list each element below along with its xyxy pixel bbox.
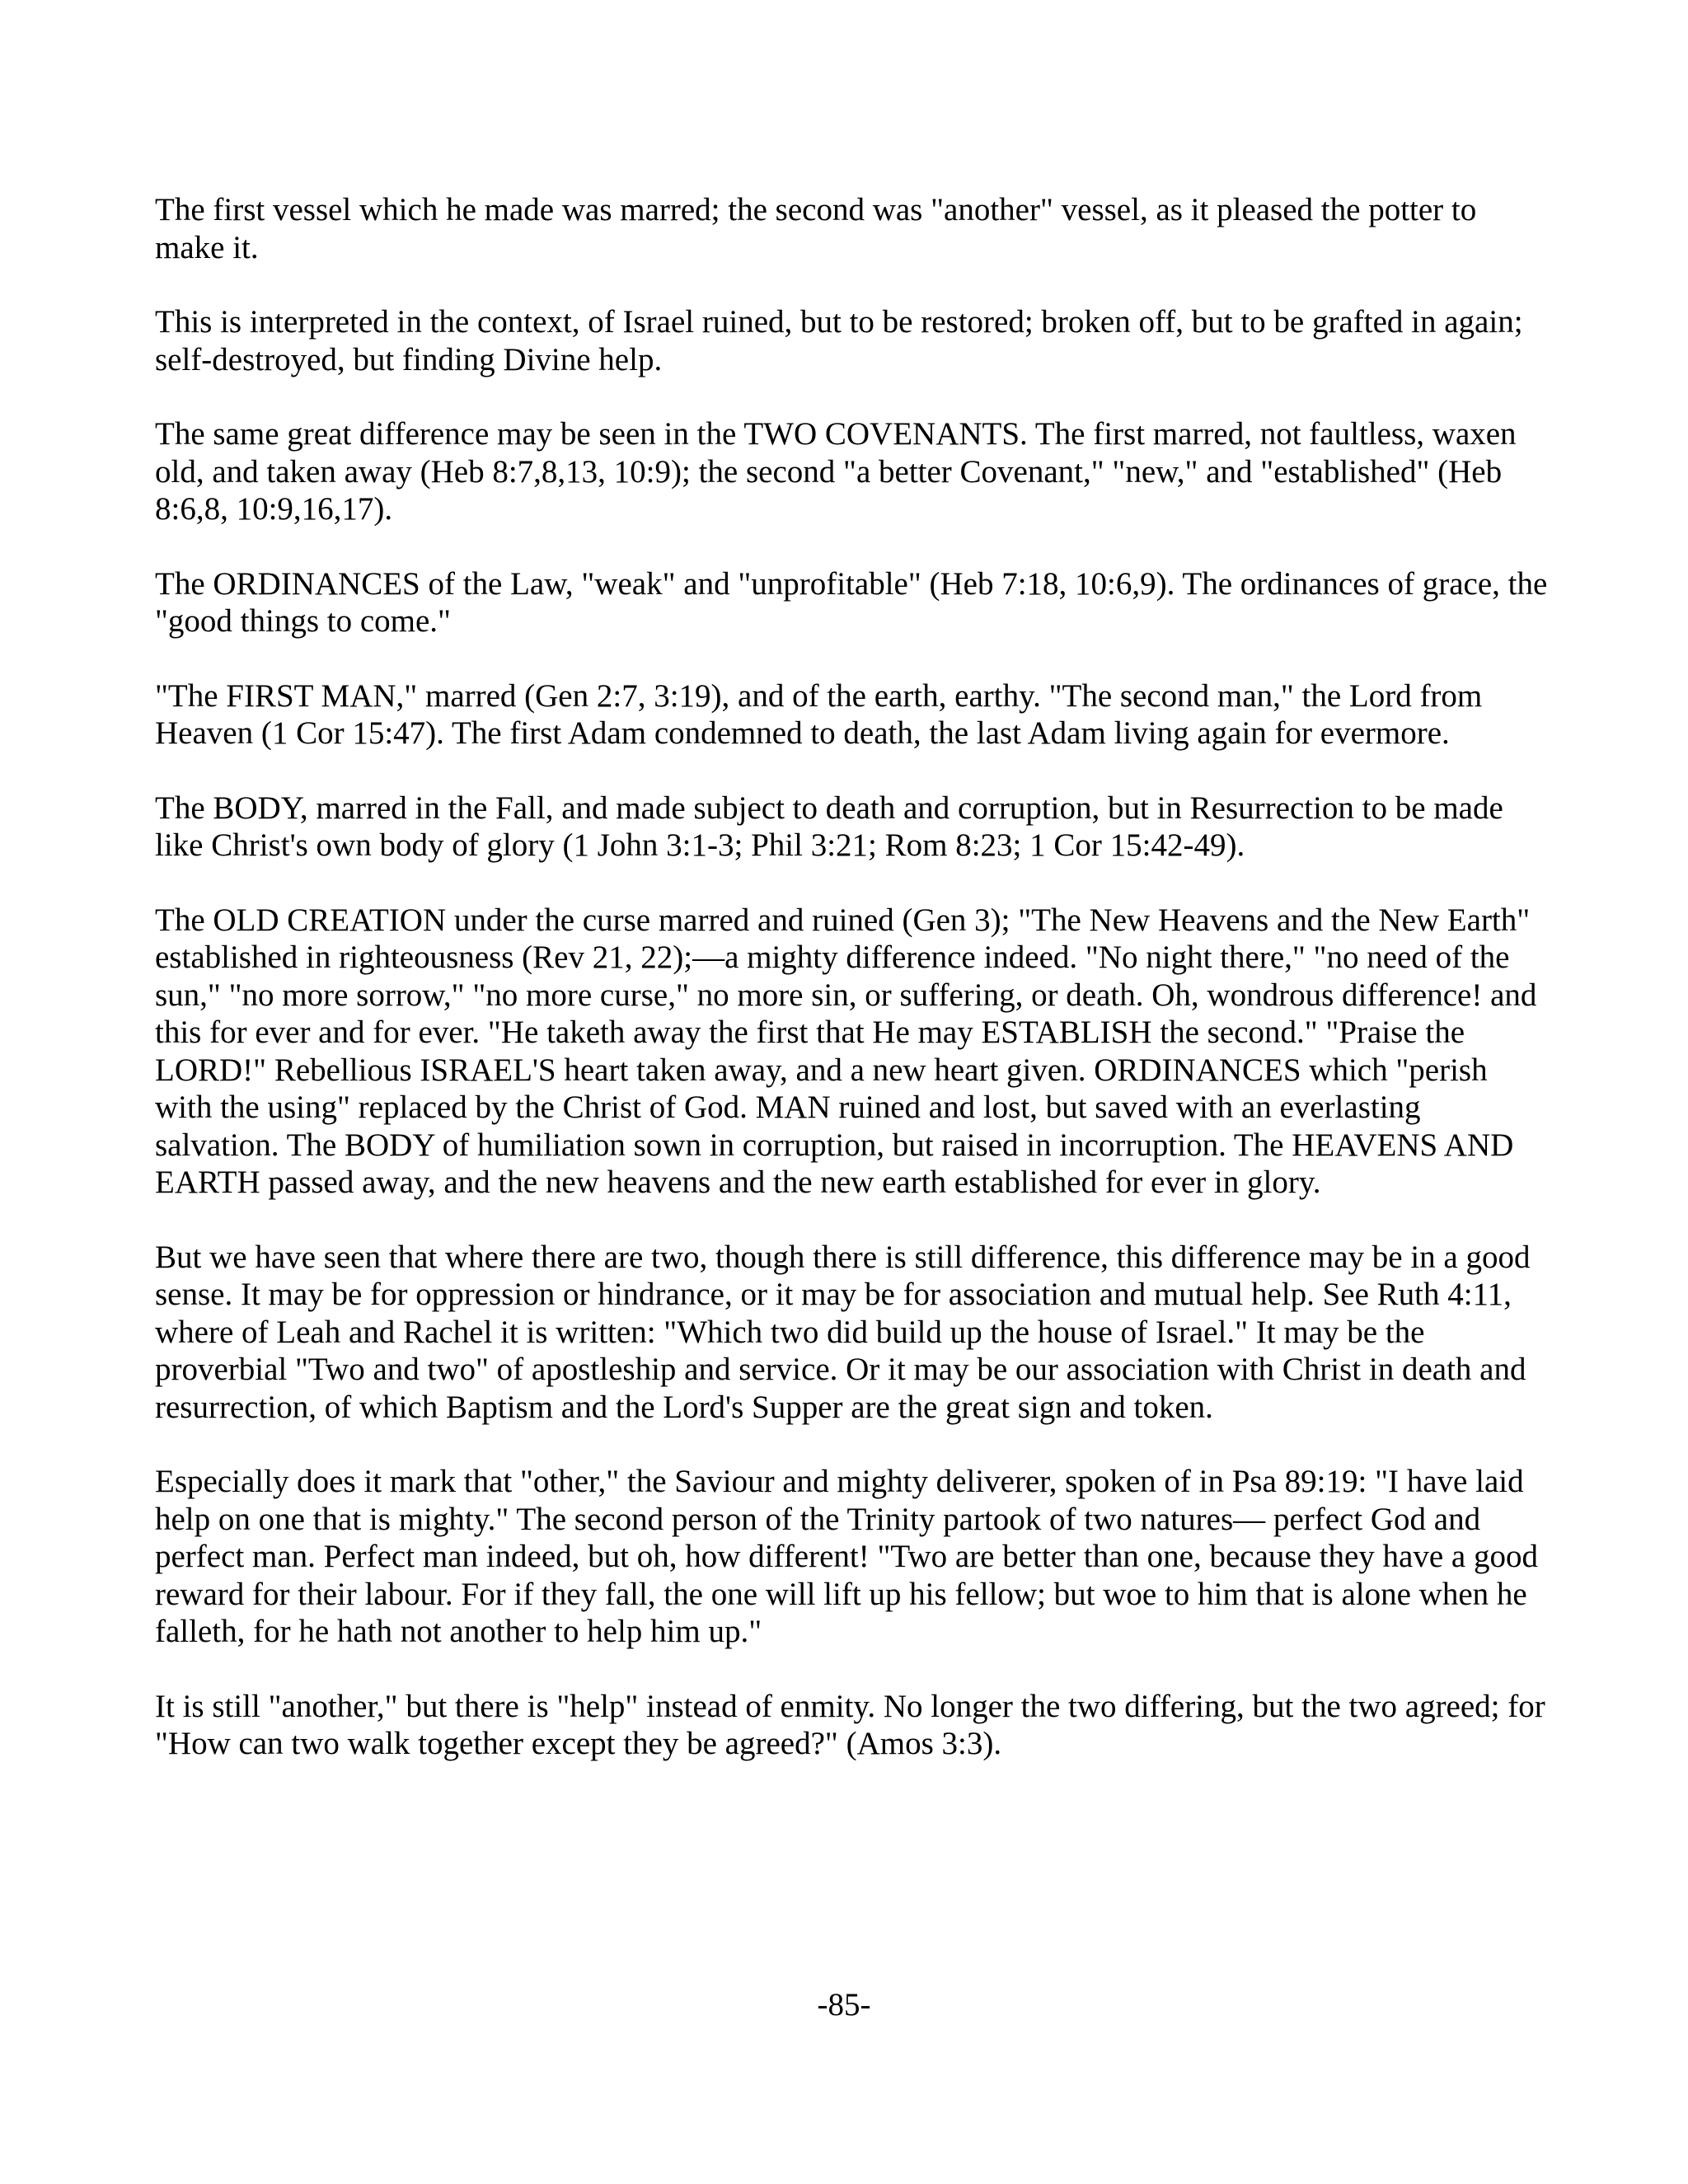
paragraph-israel: This is interpreted in the context, of Israel ruined, but to be restored; broken off, but to be grafted in again; self-destroyed, but finding Divine help. bbox=[155, 304, 1523, 377]
paragraph-body: The BODY, marred in the Fall, and made subject to death and corruption, but in Resurrection to be made like Christ's own body of glory (1 John 3:1-3; Phil 3:21; Rom 8:23; 1 Cor 15:42-49). bbox=[155, 790, 1503, 863]
paragraph-another-help: It is still "another," but there is "help" instead of enmity. No longer the two differing, but the two agreed; for "How can two walk together except they be agreed?" (Amos 3:3). bbox=[155, 1688, 1545, 1761]
paragraph-vessel: The first vessel which he made was marred; the second was "another" vessel, as it pleased the potter to make it. bbox=[155, 192, 1477, 265]
paragraph-two-in-good-sense: But we have seen that where there are two, though there is still difference, this difference may be in a good sense. It may be for oppression or hindrance, or it may be for association and mutual help. See Ruth 4:11, where of Leah and Rachel it is written: "Which two did build up the house of Israel." It may be the proverbial "Two and two" of apostleship and service. Or it may be our association with Christ in death and resurrection, of which Baptism and the Lord's Supper are the great sign and token. bbox=[155, 1239, 1531, 1425]
paragraph-saviour: Especially does it mark that "other," the Saviour and mighty deliverer, spoken of in Psa 89:19: "I have laid help on one that is mighty." The second person of the Trinity partook of two natures— perfect God and perfect man. Perfect man indeed, but oh, how different! "Two are better than one, because they have a good reward for their labour. For if they fall, the one will lift up his fellow; but woe to him that is alone when he falleth, for he hath not another to help him up." bbox=[155, 1464, 1538, 1649]
paragraph-covenants: The same great difference may be seen in the TWO COVENANTS. The first marred, not faultless, waxen old, and taken away (Heb 8:7,8,13, 10:9); the second "a better Covenant," "new," and "established" (Heb 8:6,8, 10:9,16,17). bbox=[155, 416, 1517, 527]
page-number: -85- bbox=[817, 1987, 871, 2022]
paragraph-ordinances: The ORDINANCES of the Law, "weak" and "unprofitable" (Heb 7:18, 10:6,9). The ordinances of grace, the "good things to come." bbox=[155, 565, 1548, 639]
paragraph-old-creation: The OLD CREATION under the curse marred and ruined (Gen 3); "The New Heavens and the New Earth" established in righteousness (Rev 21, 22);—a mighty difference indeed. "No night there," "no need of the sun," "no more sorrow," "no more curse," no more sin, or suffering, or death. Oh, wondrous difference! and this for ever and for ever. "He taketh away the first that He may ESTABLISH the second." "Praise the LORD!" Rebellious ISRAEL'S heart taken away, and a new heart given. ORDINANCES which "perish with the using" replaced by the Christ of God. MAN ruined and lost, but saved with an everlasting salvation. The BODY of humiliation sown in corruption, but raised in incorruption. The HEAVENS AND EARTH passed away, and the new heavens and the new earth established for ever in glory. bbox=[155, 902, 1537, 1200]
page-body bbox=[155, 191, 1548, 1800]
paragraph-first-man: "The FIRST MAN," marred (Gen 2:7, 3:19), and of the earth, earthy. "The second man," the Lord from Heaven (1 Cor 15:47). The first Adam condemned to death, the last Adam living again for evermore. bbox=[155, 677, 1483, 751]
